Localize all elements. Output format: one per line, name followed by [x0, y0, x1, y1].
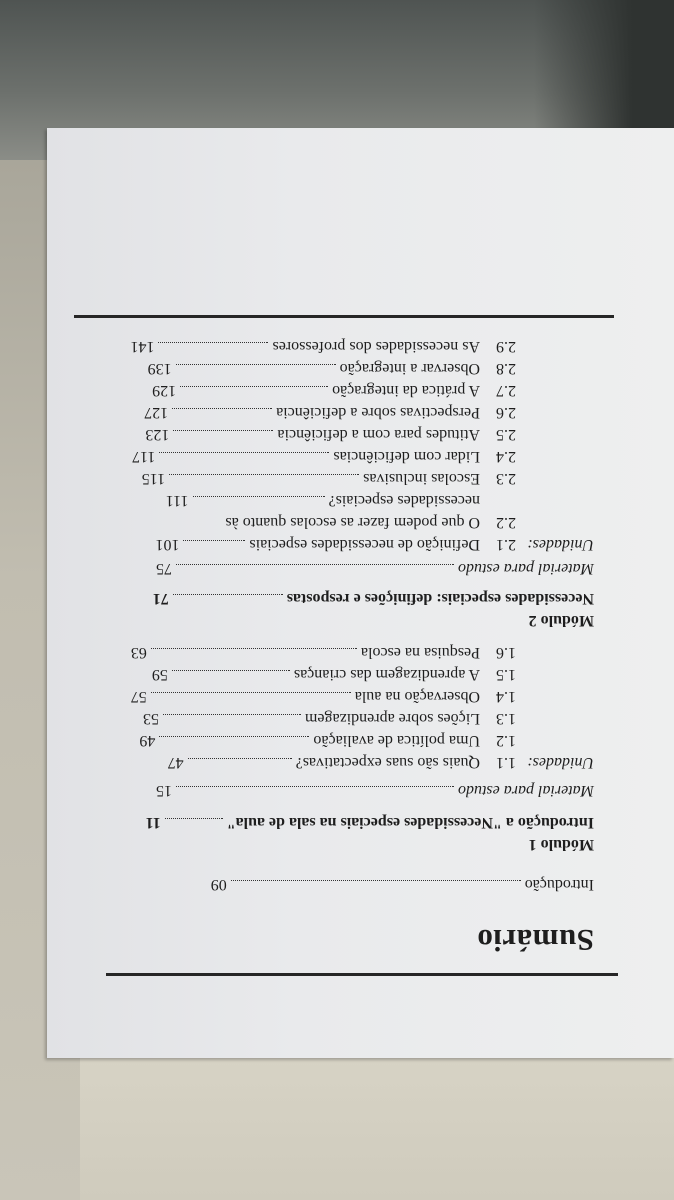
underlying-page [80, 1040, 674, 1200]
dot-leader [176, 564, 454, 577]
toc-entry-2-1 [155, 534, 594, 554]
entry-page: 141 [130, 338, 155, 355]
unit-number: 1.2 [496, 732, 516, 749]
toc-entry-2-4 [132, 446, 594, 466]
page-title: Sumário [476, 923, 594, 958]
unit-number: 2.1 [496, 536, 516, 553]
module-2-heading: Módulo 2 [528, 612, 594, 629]
unit-number: 2.2 [496, 514, 516, 531]
unit-number: 1.5 [496, 666, 516, 683]
module-1-subtitle-text: Introdução a "Necessidades especiais na sala de aula" [226, 814, 594, 831]
entry-label: Perspectivas sobre a deficiência [276, 404, 480, 421]
toc-entry-1-6 [131, 642, 594, 662]
unit-number: 2.4 [496, 448, 516, 465]
dot-leader [165, 818, 223, 831]
entry-label: Observação na aula [354, 688, 480, 705]
entry-label: Uma política de avaliação [313, 732, 480, 749]
dot-leader [158, 342, 268, 355]
dot-leader [163, 714, 301, 727]
entry-label: Observar a integração [339, 360, 480, 377]
dot-leader [173, 430, 273, 443]
entry-page: 117 [132, 448, 156, 465]
entry-page: 123 [145, 426, 170, 443]
dot-leader [180, 386, 328, 399]
unit-number: 2.7 [496, 382, 516, 399]
entry-label: Escolas inclusivas [363, 470, 480, 487]
entry-page: 53 [142, 710, 159, 727]
entry-label: A prática da integração [332, 382, 480, 399]
units-label: Unidades: [527, 754, 594, 771]
toc-entry-2-9 [130, 336, 594, 356]
dot-leader [173, 594, 283, 607]
entry-page: 101 [155, 536, 180, 553]
toc-entry-1-2 [139, 730, 594, 750]
module-1-heading: Módulo 1 [528, 836, 594, 853]
entry-page: 115 [141, 470, 166, 487]
entry-label: Quais são suas expectativas? [295, 754, 480, 771]
entry-page: 49 [139, 732, 156, 749]
entry-label: Pesquisa na escola [360, 644, 480, 661]
entry-label: Definição de necessidades especiais [249, 536, 480, 553]
dot-leader [188, 758, 292, 771]
toc-entry-1-5 [152, 664, 594, 684]
unit-number: 1.4 [496, 688, 516, 705]
top-rule [106, 973, 618, 976]
toc-entry-2-3 [142, 468, 594, 488]
entry-label: Lidar com deficiências [333, 448, 480, 465]
unit-number: 2.8 [496, 360, 516, 377]
module-1-subtitle [146, 812, 594, 832]
toc-entry-intro [211, 874, 594, 894]
dot-leader [183, 540, 245, 553]
toc-entry-material-2 [156, 558, 594, 578]
dot-leader [231, 880, 521, 893]
background-shadow [534, 0, 674, 140]
entry-page: 59 [151, 666, 168, 683]
table-of-contents [47, 128, 674, 1058]
toc-entry-2-2 [225, 512, 594, 532]
dot-leader [172, 670, 290, 683]
unit-number: 2.5 [496, 426, 516, 443]
entry-label: Atitudes para com a deficiência [277, 426, 480, 443]
entry-page: 15 [156, 782, 172, 799]
unit-number: 1.3 [496, 710, 516, 727]
dot-leader [151, 648, 357, 661]
toc-entry-material-1 [156, 780, 594, 800]
toc-entry-2-7 [152, 380, 594, 400]
entry-page: 129 [152, 382, 177, 399]
unit-number: 1.1 [496, 754, 516, 771]
toc-entry-2-5 [145, 424, 594, 444]
entry-page: 63 [130, 644, 147, 661]
entry-label: A aprendizagem das crianças [293, 666, 480, 683]
entry-page: 57 [130, 688, 147, 705]
entry-page: 09 [210, 876, 227, 893]
toc-entry-2-8 [148, 358, 594, 378]
dot-leader [159, 452, 329, 465]
dot-leader [176, 786, 454, 799]
bottom-rule [74, 315, 614, 318]
entry-page: 47 [167, 754, 184, 771]
toc-entry-1-3 [143, 708, 594, 728]
toc-entry-2-2-cont [166, 490, 594, 510]
entry-label: As necessidades dos professores [272, 338, 480, 355]
dot-leader [176, 364, 336, 377]
dot-leader [159, 736, 309, 749]
unit-number: 1.6 [496, 644, 516, 661]
entry-label: Material para estudo [458, 782, 594, 799]
toc-entry-2-6 [144, 402, 594, 422]
unit-number: 2.3 [496, 470, 516, 487]
dot-leader [193, 496, 325, 509]
dot-leader [172, 408, 272, 421]
toc-entry-1-4 [131, 686, 594, 706]
unit-number: 2.6 [496, 404, 516, 421]
toc-entry-1-1 [168, 752, 594, 772]
entry-label: Lições sobre aprendizagem [304, 710, 480, 727]
dot-leader [169, 474, 359, 487]
unit-number: 2.9 [496, 338, 516, 355]
entry-label: necessidades especiais? [328, 492, 480, 509]
units-label: Unidades: [527, 536, 594, 553]
entry-label: O que podem fazer as escolas quanto às [225, 514, 480, 531]
module-2-subtitle [153, 588, 594, 608]
entry-page: 71 [152, 590, 169, 607]
entry-label: Introdução [524, 876, 594, 893]
module-2-subtitle-text: Necessidades especiais: definições e respostas [286, 590, 594, 607]
entry-page: 111 [165, 492, 189, 509]
entry-page: 127 [144, 404, 169, 421]
dot-leader [151, 692, 351, 705]
entry-page: 75 [156, 560, 172, 577]
entry-page: 139 [147, 360, 172, 377]
entry-page: 11 [145, 814, 161, 831]
entry-label: Material para estudo [458, 560, 594, 577]
